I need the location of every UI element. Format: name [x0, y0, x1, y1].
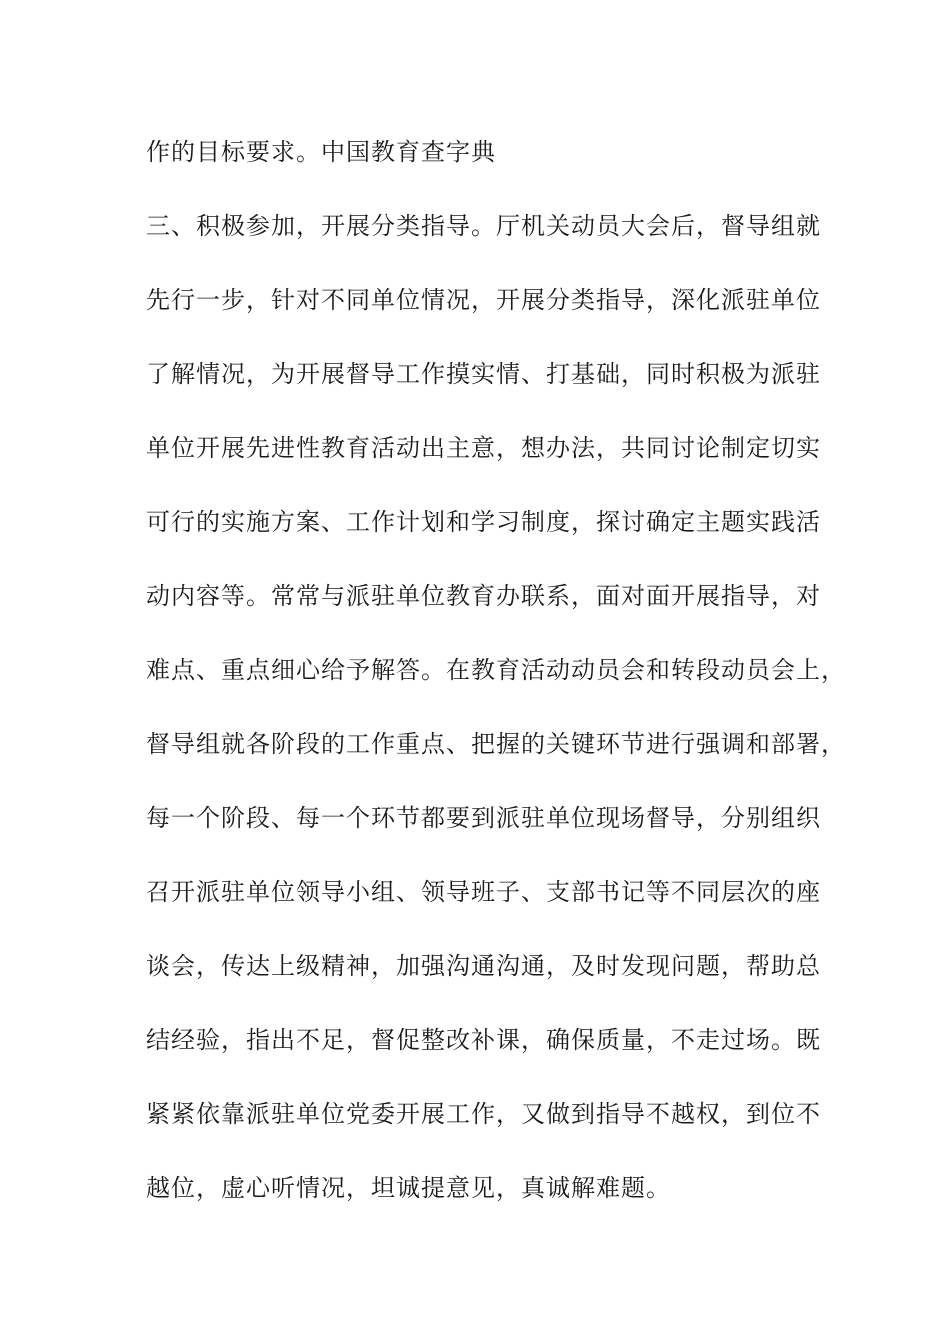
text-line: 难点、重点细心给予解答。在教育活动动员会和转段动员会上， — [146, 656, 846, 684]
text-line: 三、积极参加，开展分类指导。厅机关动员大会后，督导组就 — [146, 212, 821, 240]
text-line: 越位，虚心听情况，坦诚提意见，真诚解难题。 — [146, 1174, 671, 1202]
text-line: 了解情况，为开展督导工作摸实情、打基础，同时积极为派驻 — [146, 360, 821, 388]
text-line: 紧紧依靠派驻单位党委开展工作，又做到指导不越权，到位不 — [146, 1100, 821, 1128]
text-line: 作的目标要求。中国教育查字典 — [146, 138, 496, 166]
text-line: 每一个阶段、每一个环节都要到派驻单位现场督导，分别组织 — [146, 804, 821, 832]
text-line: 单位开展先进性教育活动出主意，想办法，共同讨论制定切实 — [146, 434, 821, 462]
document-body — [146, 133, 846, 1243]
text-line: 动内容等。常常与派驻单位教育办联系，面对面开展指导，对 — [146, 582, 821, 610]
text-line: 结经验，指出不足，督促整改补课，确保质量，不走过场。既 — [146, 1026, 821, 1054]
text-line: 先行一步，针对不同单位情况，开展分类指导，深化派驻单位 — [146, 286, 821, 314]
text-line: 谈会，传达上级精神，加强沟通沟通，及时发现问题，帮助总 — [146, 952, 821, 980]
text-line: 可行的实施方案、工作计划和学习制度，探讨确定主题实践活 — [146, 508, 821, 536]
text-line: 召开派驻单位领导小组、领导班子、支部书记等不同层次的座 — [146, 878, 821, 906]
text-line: 督导组就各阶段的工作重点、把握的关键环节进行强调和部署， — [146, 730, 846, 758]
